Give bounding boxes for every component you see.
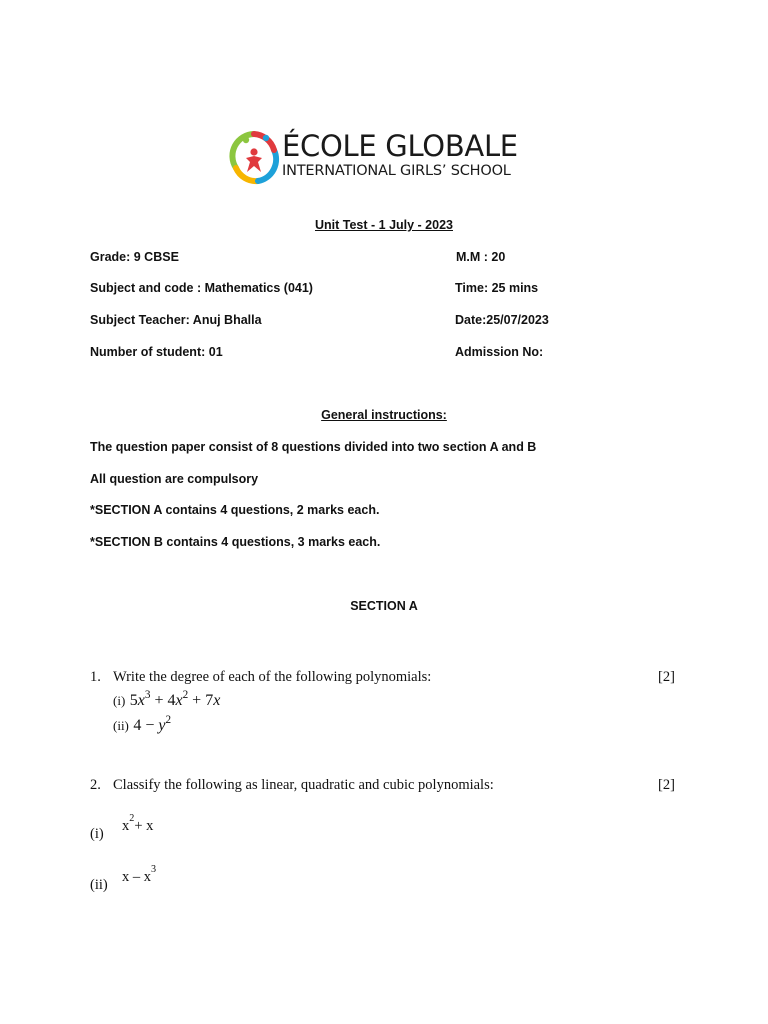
instruction-line: The question paper consist of 8 questions divided into two section A and B xyxy=(90,440,537,454)
part-label: (i) xyxy=(90,826,104,842)
question-1-number: 1. xyxy=(90,669,101,685)
grade: Grade: 9 CBSE xyxy=(90,250,179,264)
subject-teacher: Subject Teacher: Anuj Bhalla xyxy=(90,313,262,327)
question-1-part-ii xyxy=(113,714,172,735)
polynomial-expression: $4 - y^2$ xyxy=(133,714,172,734)
instruction-line: *SECTION B contains 4 questions, 3 marks each. xyxy=(90,535,381,549)
question-1-marks: [2] xyxy=(658,669,675,685)
school-subtitle: INTERNATIONAL GIRLS’ SCHOOL xyxy=(282,163,511,179)
question-2-number: 2. xyxy=(90,777,101,793)
part-label: (ii) xyxy=(113,718,129,733)
subject-code: Subject and code : Mathematics (041) xyxy=(90,281,313,295)
number-of-students: Number of student: 01 xyxy=(90,345,223,359)
part-label: (i) xyxy=(113,693,126,708)
instruction-line: *SECTION A contains 4 questions, 2 marks each. xyxy=(90,503,380,517)
admission-no: Admission No: xyxy=(455,345,544,359)
section-a-heading: SECTION A xyxy=(350,599,418,613)
school-name: ÉCOLE GLOBALE xyxy=(282,129,518,163)
polynomial-expression: $5x^3 + 4x^2 + 7x$ xyxy=(129,689,221,709)
question-2-marks: [2] xyxy=(658,777,675,793)
max-marks: M.M : 20 xyxy=(456,250,506,264)
exam-date: Date:25/07/2023 xyxy=(455,313,549,327)
question-2-text: Classify the following as linear, quadratic and cubic polynomials: xyxy=(113,777,494,793)
instructions-heading: General instructions: xyxy=(321,408,447,422)
school-emblem-icon xyxy=(228,128,280,186)
instruction-line: All question are compulsory xyxy=(90,472,259,486)
test-title: Unit Test - 1 July - 2023 xyxy=(314,218,453,232)
polynomial-expression: x – $x^3$ xyxy=(122,864,157,885)
school-logo xyxy=(228,128,528,186)
polynomial-expression: $x^2+ x$ xyxy=(122,813,154,834)
part-label: (ii) xyxy=(90,877,108,893)
question-1-text: Write the degree of each of the following polynomials: xyxy=(113,669,432,685)
duration: Time: 25 mins xyxy=(455,281,539,295)
question-1-part-i xyxy=(113,689,221,710)
